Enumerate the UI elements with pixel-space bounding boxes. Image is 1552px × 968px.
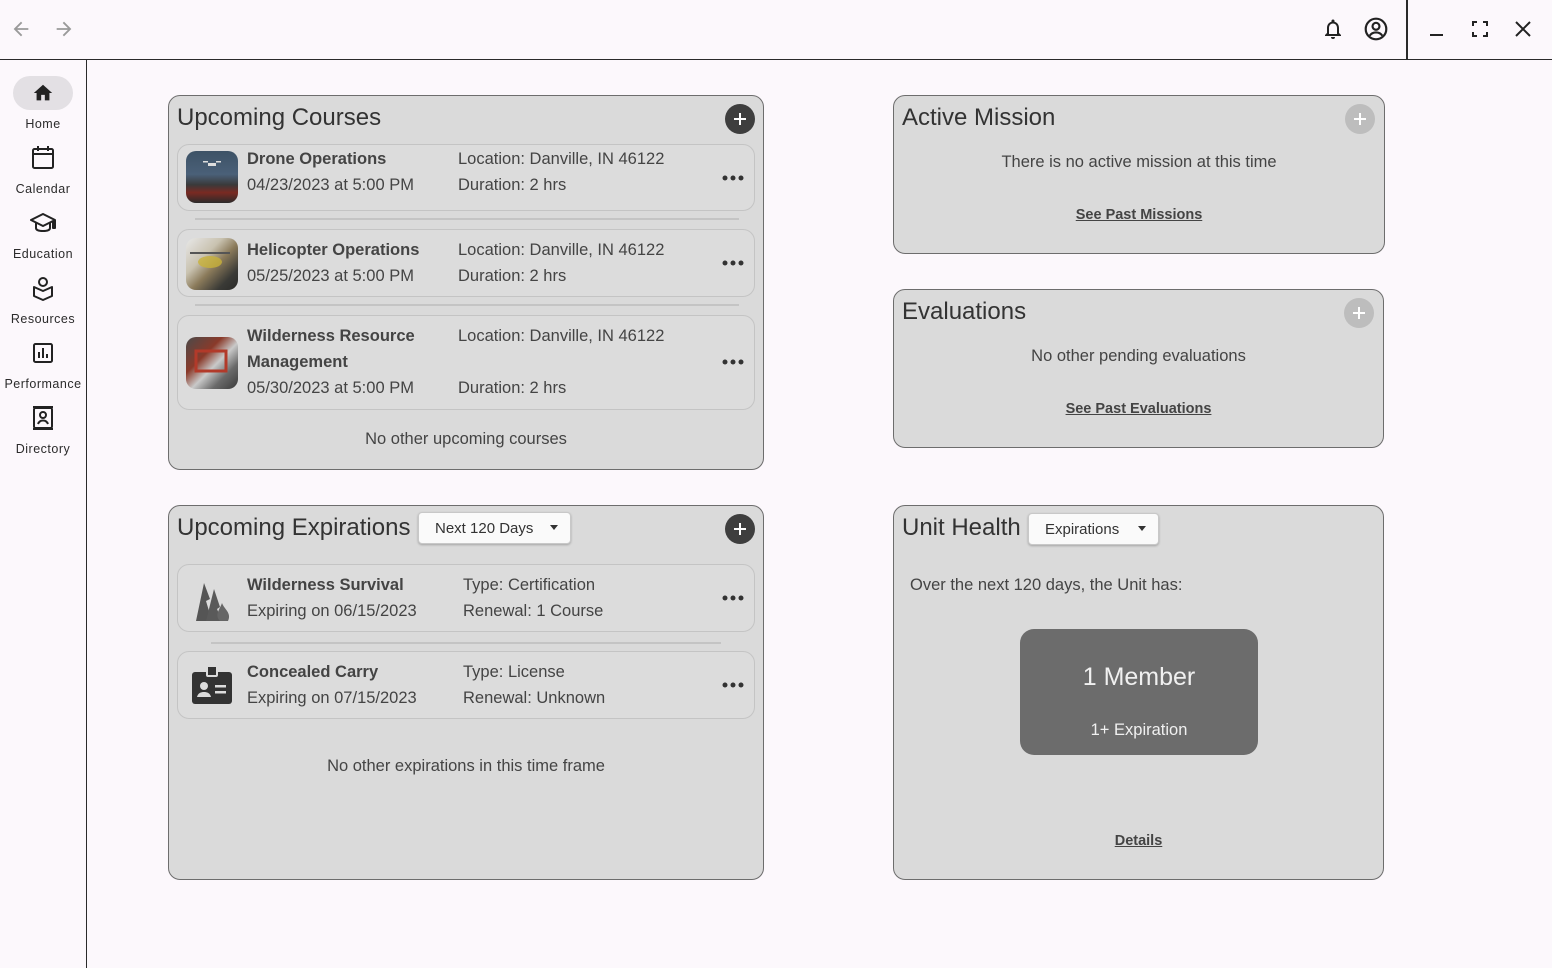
minimize-icon — [1427, 19, 1447, 39]
course-title: Wilderness Resource — [247, 327, 415, 345]
dropdown-value: Expirations — [1045, 520, 1120, 538]
expiration-type: Type: License — [463, 663, 565, 681]
card-title: Unit Health — [902, 514, 1021, 541]
course-title-continued: Management — [247, 353, 348, 371]
expiration-title: Wilderness Survival — [247, 576, 404, 594]
sidebar-item-label: Directory — [15, 442, 71, 456]
id-badge-icon — [186, 660, 238, 712]
course-location: Location: Danville, IN 46122 — [458, 327, 665, 345]
sidebar-item-label: Resources — [10, 312, 76, 326]
card-title: Upcoming Courses — [177, 104, 382, 131]
course-location: Location: Danville, IN 46122 — [458, 150, 665, 168]
sidebar-item-home[interactable] — [0, 76, 86, 136]
course-duration: Duration: 2 hrs — [458, 176, 567, 194]
course-thumbnail — [186, 337, 238, 389]
more-horizontal-icon — [722, 260, 744, 266]
more-horizontal-icon — [722, 595, 744, 601]
maximize-button[interactable] — [1465, 14, 1495, 44]
account-button[interactable] — [1361, 14, 1391, 44]
more-options-button[interactable] — [720, 250, 746, 276]
plus-icon — [733, 522, 747, 536]
minimize-button[interactable] — [1422, 14, 1452, 44]
helicopter-icon — [186, 238, 238, 290]
course-item[interactable] — [177, 229, 755, 297]
expiration-icon — [186, 660, 238, 712]
course-location: Location: Danville, IN 46122 — [458, 241, 665, 259]
close-icon — [1513, 19, 1533, 39]
maximize-icon — [1470, 19, 1490, 39]
more-horizontal-icon — [722, 359, 744, 365]
no-evaluations-text: No other pending evaluations — [1031, 347, 1246, 365]
sidebar-item-directory[interactable] — [0, 401, 86, 461]
no-mission-text: There is no active mission at this time — [1001, 153, 1277, 171]
sidebar-item-label: Home — [25, 117, 61, 131]
expiration-renewal: Renewal: Unknown — [463, 689, 606, 707]
no-more-courses-text: No other upcoming courses — [365, 430, 567, 448]
course-date: 04/23/2023 at 5:00 PM — [247, 176, 414, 194]
package-icon — [31, 275, 55, 301]
upcoming-expirations-card — [168, 505, 764, 880]
stat-label: 1+ Expiration — [1090, 721, 1188, 739]
equipment-icon — [186, 337, 238, 389]
unit-health-summary: Over the next 120 days, the Unit has: — [910, 576, 1183, 594]
caret-down-icon — [1138, 526, 1146, 531]
sidebar-item-resources[interactable] — [0, 271, 86, 331]
expiration-icon — [186, 573, 238, 625]
unit-health-filter-dropdown[interactable] — [1028, 513, 1159, 545]
sidebar-item-calendar[interactable] — [0, 141, 86, 201]
arrow-right-icon — [53, 18, 75, 40]
course-date: 05/25/2023 at 5:00 PM — [247, 267, 414, 285]
expirations-range-dropdown[interactable] — [418, 512, 571, 544]
more-options-button[interactable] — [720, 585, 746, 611]
close-window-button[interactable] — [1508, 14, 1538, 44]
add-course-button[interactable] — [725, 104, 755, 134]
notifications-button[interactable] — [1318, 14, 1348, 44]
expiration-renewal: Renewal: 1 Course — [463, 602, 604, 620]
course-thumbnail — [186, 151, 238, 203]
account-circle-icon — [1363, 16, 1389, 42]
card-title: Active Mission — [902, 104, 1056, 131]
expiration-stat-tile[interactable] — [1020, 629, 1258, 755]
sidebar-item-education[interactable] — [0, 206, 86, 266]
course-date: 05/30/2023 at 5:00 PM — [247, 379, 414, 397]
course-item[interactable] — [177, 144, 755, 211]
sidebar-item-performance[interactable] — [0, 336, 86, 396]
bar-chart-icon — [32, 342, 54, 364]
expiration-title: Concealed Carry — [247, 663, 379, 681]
sidebar-nav — [0, 60, 87, 968]
divider — [195, 304, 739, 306]
course-title: Helicopter Operations — [247, 241, 420, 259]
add-mission-button[interactable] — [1345, 104, 1375, 134]
more-options-button[interactable] — [720, 672, 746, 698]
sidebar-item-label: Calendar — [15, 182, 71, 196]
more-horizontal-icon — [722, 682, 744, 688]
back-button[interactable] — [6, 14, 36, 44]
forward-button[interactable] — [49, 14, 79, 44]
sidebar-item-label: Education — [12, 247, 74, 261]
plus-icon — [1352, 306, 1366, 320]
evaluations-card — [893, 289, 1384, 448]
course-duration: Duration: 2 hrs — [458, 379, 567, 397]
divider — [211, 642, 721, 644]
card-title: Upcoming Expirations — [177, 514, 411, 541]
more-options-button[interactable] — [720, 165, 746, 191]
caret-down-icon — [550, 525, 558, 530]
graduation-cap-icon — [30, 212, 56, 234]
plus-icon — [1353, 112, 1367, 126]
add-evaluation-button[interactable] — [1344, 298, 1374, 328]
stat-value: 1 Member — [1082, 663, 1196, 691]
expiration-item[interactable] — [177, 651, 755, 719]
card-title: Evaluations — [902, 298, 1027, 325]
course-thumbnail — [186, 238, 238, 290]
course-title: Drone Operations — [247, 150, 387, 168]
more-horizontal-icon — [722, 175, 744, 181]
course-item[interactable] — [177, 315, 755, 410]
divider — [195, 218, 739, 220]
plus-icon — [733, 112, 747, 126]
unit-health-card — [893, 505, 1384, 880]
upcoming-courses-card — [168, 95, 764, 470]
see-past-missions-link[interactable]: See Past Missions — [1075, 207, 1203, 223]
expiration-item[interactable] — [177, 564, 755, 632]
expiration-date: Expiring on 07/15/2023 — [247, 689, 417, 707]
arrow-left-icon — [10, 18, 32, 40]
calendar-icon — [31, 145, 55, 171]
forest-fire-icon — [186, 573, 238, 625]
add-expiration-button[interactable] — [725, 514, 755, 544]
see-past-evaluations-link[interactable]: See Past Evaluations — [1065, 401, 1212, 417]
home-icon — [32, 82, 54, 104]
course-duration: Duration: 2 hrs — [458, 267, 567, 285]
dropdown-value: Next 120 Days — [435, 519, 534, 537]
no-more-expirations-text: No other expirations in this time frame — [327, 757, 605, 775]
window-controls-divider — [1406, 0, 1408, 59]
bell-icon — [1321, 17, 1345, 41]
contact-book-icon — [31, 405, 55, 431]
top-bar — [0, 0, 1552, 60]
expiration-type: Type: Certification — [463, 576, 596, 594]
active-mission-card — [893, 95, 1385, 254]
details-link[interactable]: Details — [1114, 833, 1163, 849]
drone-icon — [186, 151, 238, 203]
sidebar-item-label: Performance — [4, 377, 82, 391]
expiration-date: Expiring on 06/15/2023 — [247, 602, 417, 620]
more-options-button[interactable] — [720, 349, 746, 375]
